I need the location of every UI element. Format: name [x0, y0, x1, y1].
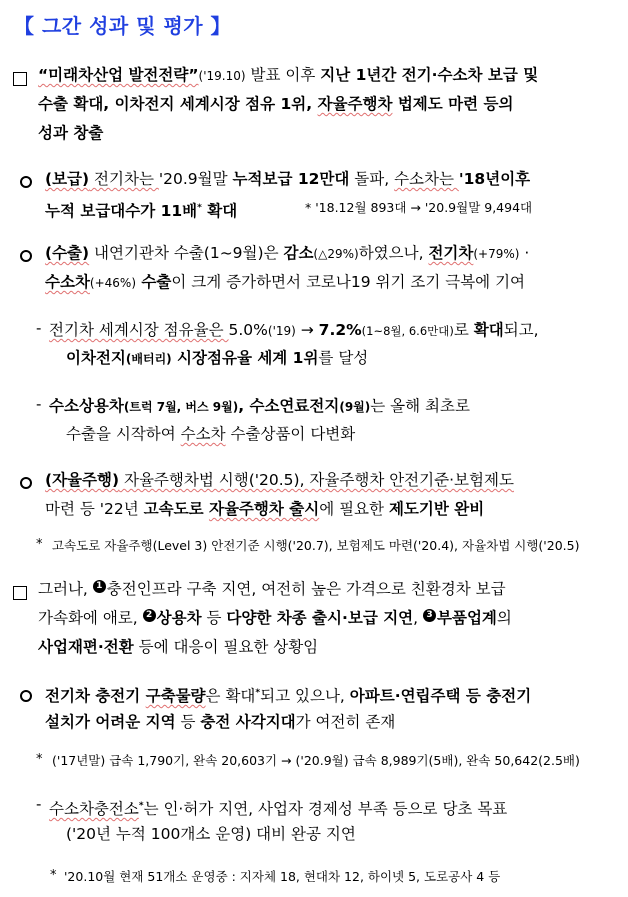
p2-line1: (보급) 전기차는 '20.9월말 누적보급 12만대 돌파, 수소차는 '18년이후 — [45, 170, 531, 188]
square-bullet-icon — [13, 586, 27, 600]
square-bullet-icon — [13, 72, 27, 86]
p7-line3: 사업재편·전환 등에 대응이 필요한 상황임 — [38, 638, 319, 656]
circle-bullet-icon — [20, 250, 32, 262]
p8-line2: 설치가 어려운 지역 등 충전 사각지대가 여전히 존재 — [45, 713, 396, 731]
p6-line2: 마련 등 '22년 고속도로 자율주행차 출시에 필요한 제도기반 완비 — [45, 500, 485, 518]
p4-line1: 전기차 세계시장 점유율은 5.0%('19) → 7.2%(1~8월, 6.6만대)로 확대되고, — [49, 321, 539, 339]
p5-line1: 수소상용차(트럭 7월, 버스 9월), 수소연료전지(9월)는 올해 최초로 — [49, 397, 470, 415]
p6-line1: (자율주행) 자율주행차법 시행('20.5), 자율주행차 안전기준·보험제도 — [45, 471, 514, 489]
asterisk-icon: * — [50, 868, 57, 883]
number-3-icon: 3 — [423, 609, 436, 622]
dash-bullet-icon: - — [36, 319, 42, 337]
note-chargers: ('17년말) 급속 1,790기, 완속 20,603기 → ('20.9월) 급속 8,989기(5배), 완속 50,642(2.5배) — [52, 753, 580, 768]
p9-line2: ('20년 누적 100개소 운영) 대비 완공 지연 — [66, 825, 356, 843]
p2-line2: 누적 보급대수가 11배* 확대 — [45, 202, 238, 221]
circle-bullet-icon — [20, 477, 32, 489]
p3-line1: (수출) 내연기관차 수출(1~9월)은 감소(△29%)하였으나, 전기차(+79%) · — [45, 244, 530, 262]
p2-note: * '18.12월 893대 → '20.9월말 9,494대 — [305, 200, 533, 215]
p1-line3: 성과 창출 — [38, 124, 104, 142]
p7-line2: 가속화에 애로, 2 상용차 등 다양한 차종 출시·보급 지연, 3 부품업계의 — [38, 609, 512, 627]
circle-bullet-icon — [20, 690, 32, 702]
p4-line2: 이차전지(배터리) 시장점유율 세계 1위를 달성 — [66, 349, 369, 367]
p1-line1: “미래차산업 발전전략”('19.10) 발표 이후 지난 1년간 전기·수소차 보급 및 — [38, 66, 539, 84]
number-2-icon: 2 — [143, 609, 156, 622]
number-1-icon: 1 — [93, 580, 106, 593]
dash-bullet-icon: - — [36, 795, 42, 813]
p5-line2: 수출을 시작하여 수소차 수출상품이 다변화 — [66, 425, 356, 443]
section-title: 【 그간 성과 및 평가 】 — [14, 14, 232, 38]
p8-line1: 전기차 충전기 구축물량은 확대*되고 있으나, 아파트·연립주택 등 충전기 — [45, 687, 532, 706]
p7-line1: 그러나, 1 충전인프라 구축 지연, 여전히 높은 가격으로 친환경차 보급 — [38, 580, 506, 598]
asterisk-icon: * — [36, 537, 43, 552]
note-autonomous: 고속도로 자율주행(Level 3) 안전기준 시행('20.7), 보험제도 마련('20.4), 자율차법 시행('20.5) — [52, 538, 580, 553]
asterisk-icon: * — [36, 752, 43, 767]
dash-bullet-icon: - — [36, 395, 42, 413]
p1-line2: 수출 확대, 이차전지 세계시장 점유 1위, 자율주행차 법제도 마련 등의 — [38, 95, 514, 113]
p3-line2: 수소차(+46%) 수출이 크게 증가하면서 코로나19 위기 조기 극복에 기여 — [45, 273, 526, 291]
note-hydrogen-stations: '20.10월 현재 51개소 운영중 : 지자체 18, 현대차 12, 하이넷 5, 도로공사 4 등 — [64, 869, 501, 884]
circle-bullet-icon — [20, 176, 32, 188]
p9-line1: 수소차충전소*는 인·허가 지연, 사업자 경제성 부족 등으로 당초 목표 — [49, 800, 508, 819]
